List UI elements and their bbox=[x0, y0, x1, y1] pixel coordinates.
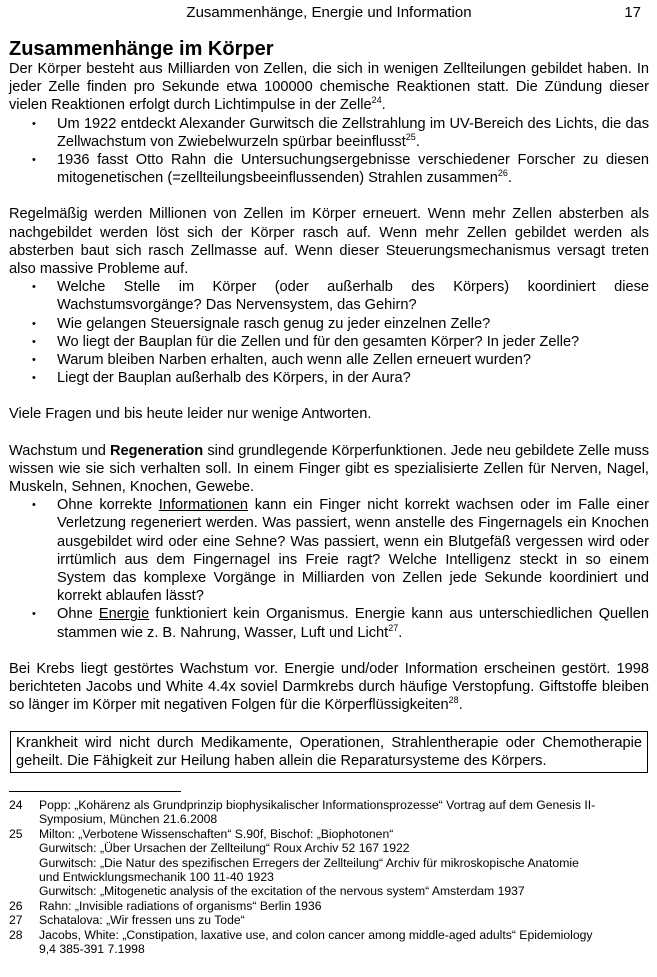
spacer bbox=[9, 187, 649, 205]
list-item bbox=[9, 333, 649, 351]
footnote-line: Gurwitsch: „Mitogenetic analysis of the excitation of the nervous system“ Amsterdam 1937 bbox=[39, 884, 525, 899]
bullet-icon: • bbox=[32, 317, 36, 330]
list-item bbox=[9, 315, 649, 333]
list-item bbox=[9, 496, 649, 605]
bullet-end: . bbox=[507, 170, 512, 187]
intro-end: . bbox=[381, 97, 386, 114]
footnote-line: Schatalova: „Wir fressen uns zu Tode“ bbox=[39, 913, 245, 928]
list-item bbox=[9, 115, 649, 151]
footnote-ref-24[interactable]: 24 bbox=[371, 95, 382, 106]
footnote-ref-25[interactable]: 25 bbox=[405, 131, 416, 142]
growth-text-before: Wachstum und bbox=[9, 442, 106, 459]
bullet-text-after: funktioniert kein Organismus. Energie kann aus unterschiedlichen Quellen stammen wie z. B. Nahrung, Wasser, Luft und Licht bbox=[57, 606, 650, 641]
question-text: Wie gelangen Steuersignale rasch genug zu jeder einzelnen Zelle? bbox=[57, 315, 491, 332]
few-answers-paragraph: Viele Fragen und bis heute leider nur wenige Antworten. bbox=[9, 406, 372, 423]
footnote-number: 26 bbox=[9, 898, 23, 913]
bullet-icon: • bbox=[32, 117, 36, 130]
footnote-line: und Entwicklungsmechanik 100 11-40 1923 bbox=[39, 869, 274, 884]
intro-bullet-list bbox=[9, 115, 649, 188]
energie-term: Energie bbox=[98, 606, 150, 623]
footnote-28 bbox=[9, 928, 649, 957]
list-item bbox=[9, 151, 649, 187]
regulation-paragraph: Regelmäßig werden Millionen von Zellen im Körper erneuert. Wenn mehr Zellen absterben als nachgebildet werden löst sich der Körper rasch auf. Wenn mehr Zellen gebildet werden als absterben baut sich rasch Zellmasse auf. Wenn dieser Steuerungsmechanismus versagt treten also massive Probleme auf. bbox=[9, 206, 649, 278]
running-head bbox=[9, 2, 649, 24]
informationen-term: Informationen bbox=[158, 497, 249, 514]
cancer-end: . bbox=[458, 697, 463, 714]
footnote-number: 27 bbox=[9, 913, 23, 928]
footnote-24 bbox=[9, 798, 649, 827]
question-text: Warum bleiben Narben erhalten, auch wenn alle Zellen erneuert wurden? bbox=[57, 352, 532, 369]
footnote-ref-27[interactable]: 27 bbox=[388, 622, 399, 633]
question-text: Welche Stelle im Körper (oder außerhalb des Körpers) koordiniert diese Wachstumsvorgänge? Das Nervensystem, das Gehirn? bbox=[57, 279, 649, 314]
footnote-line: Popp: „Kohärenz als Grundprinzip biophysikalischer Informationsprozesse“ Vortrag auf dem Genesis II- bbox=[39, 797, 596, 812]
growth-text-after: sind grundlegende Körperfunktionen. Jede neu gebildete Zelle muss wissen wie sie sich verhalten soll. In einem Finger gibt es spezialisierte Zellen für Nerven, Nagel, Muskeln, Sehnen, Knochen, Gewebe. bbox=[9, 442, 649, 496]
bullet-text-before: Ohne korrekte bbox=[57, 497, 153, 514]
footnote-line: Milton: „Verbotene Wissenschaften“ S.90f, Bischof: „Biophotonen“ bbox=[39, 826, 394, 841]
bullet-icon: • bbox=[32, 154, 36, 167]
bullet-icon: • bbox=[32, 281, 36, 294]
footnote-separator bbox=[9, 791, 181, 792]
list-item bbox=[9, 278, 649, 314]
footnote-line: Gurwitsch: „Über Ursachen der Zellteilung“ Roux Archiv 52 167 1922 bbox=[39, 841, 410, 856]
footnote-number: 25 bbox=[9, 826, 23, 841]
bullet-text: 1936 fasst Otto Rahn die Untersuchungsergebnisse verschiedener Forscher zu diesen mitogenetischen (=zellteilungsbeeinflussenden) Strahlen zusammen bbox=[57, 152, 649, 187]
footnote-26 bbox=[9, 899, 649, 913]
regeneration-term: Regeneration bbox=[109, 442, 204, 459]
footnote-27 bbox=[9, 913, 649, 927]
footnote-line: 9,4 385-391 7.1998 bbox=[39, 941, 145, 956]
footnote-line: Rahn: „Invisible radiations of organisms“ Berlin 1936 bbox=[39, 898, 322, 913]
cancer-paragraph bbox=[9, 660, 649, 715]
growth-bullet-list bbox=[9, 496, 649, 642]
spacer bbox=[9, 424, 649, 442]
footnotes bbox=[9, 798, 649, 956]
page-number: 17 bbox=[624, 4, 641, 21]
spacer bbox=[9, 642, 649, 660]
footnote-ref-26[interactable]: 26 bbox=[497, 168, 508, 179]
bullet-icon: • bbox=[32, 372, 36, 385]
bullet-icon: • bbox=[32, 608, 36, 621]
bullet-text-before: Ohne bbox=[57, 606, 93, 623]
list-item bbox=[9, 369, 649, 387]
growth-paragraph bbox=[9, 442, 649, 497]
intro-text: Der Körper besteht aus Milliarden von Zellen, die sich in wenigen Zellteilungen gebildet haben. In jeder Zelle finden pro Sekunde etwa 100000 chemische Reaktionen statt. Die Zündung dieser vielen Reaktionen erfolgt durch Lichtimpulse in der Zelle bbox=[9, 61, 649, 114]
bullet-icon: • bbox=[32, 335, 36, 348]
footnote-line: Gurwitsch: „Die Natur des spezifischen Erregers der Zellteilung“ Archiv für mikroskopische Anatomie bbox=[39, 855, 579, 870]
footnote-line: Symposium, München 21.6.2008 bbox=[39, 812, 218, 827]
footnote-line: Jacobs, White: „Constipation, laxative use, and colon cancer among middle-aged adults“ Epidemiology bbox=[39, 927, 593, 942]
bullet-text-after: kann ein Finger nicht korrekt wachsen oder im Falle einer Verletzung regeneriert werden. Was passiert, wenn anstelle des Fingernagels ein Knochen ausgebildet wird oder eine Sehne? Was passiert, wenn ein Blutgefäß vergessen wird oder irrtümlich aus dem Fingernagel ins Freie ragt? Welche Intelligenz steckt in so einem System das komplexe Vorgänge in Milliarden von Zellen jede Sekunde koordiniert und korrekt ablaufen lässt? bbox=[57, 497, 649, 605]
bullet-icon: • bbox=[32, 354, 36, 367]
bullet-end: . bbox=[415, 133, 420, 150]
running-head-title: Zusammenhänge, Energie und Information bbox=[186, 4, 472, 21]
section-heading: Zusammenhänge im Körper bbox=[9, 38, 274, 60]
intro-paragraph bbox=[9, 60, 649, 115]
list-item bbox=[9, 351, 649, 369]
question-text: Wo liegt der Bauplan für die Zellen und für den gesamten Körper? In jeder Zelle? bbox=[57, 333, 580, 350]
footnote-ref-28[interactable]: 28 bbox=[448, 695, 459, 706]
list-item bbox=[9, 605, 649, 641]
question-text: Liegt der Bauplan außerhalb des Körpers, in der Aura? bbox=[57, 370, 411, 387]
spacer bbox=[9, 387, 649, 405]
boxed-statement: Krankheit wird nicht durch Medikamente, Operationen, Strahlentherapie oder Chemotherapie geheilt. Die Fähigkeit zur Heilung haben allein die Reparatursysteme des Körpers. bbox=[10, 731, 648, 773]
bullet-text: Um 1922 entdeckt Alexander Gurwitsch die Zellstrahlung im UV-Bereich des Lichts, die das Zellwachstum von Zwiebelwurzeln spürbar beeinflusst bbox=[57, 115, 649, 150]
footnote-number: 24 bbox=[9, 797, 23, 812]
footnote-number: 28 bbox=[9, 927, 23, 942]
cancer-text: Bei Krebs liegt gestörtes Wachstum vor. Energie und/oder Information erscheinen gestört. 1998 berichteten Jacobs und White 4.4x soviel Darmkrebs durch häufige Verstopfung. Giftstoffe bleiben so länger im Körper mit negativen Folgen für die Körperflüssigkeiten bbox=[9, 660, 649, 714]
question-list bbox=[9, 278, 649, 387]
bullet-icon: • bbox=[32, 499, 36, 512]
bullet-end: . bbox=[398, 624, 403, 641]
footnote-25 bbox=[9, 827, 649, 899]
